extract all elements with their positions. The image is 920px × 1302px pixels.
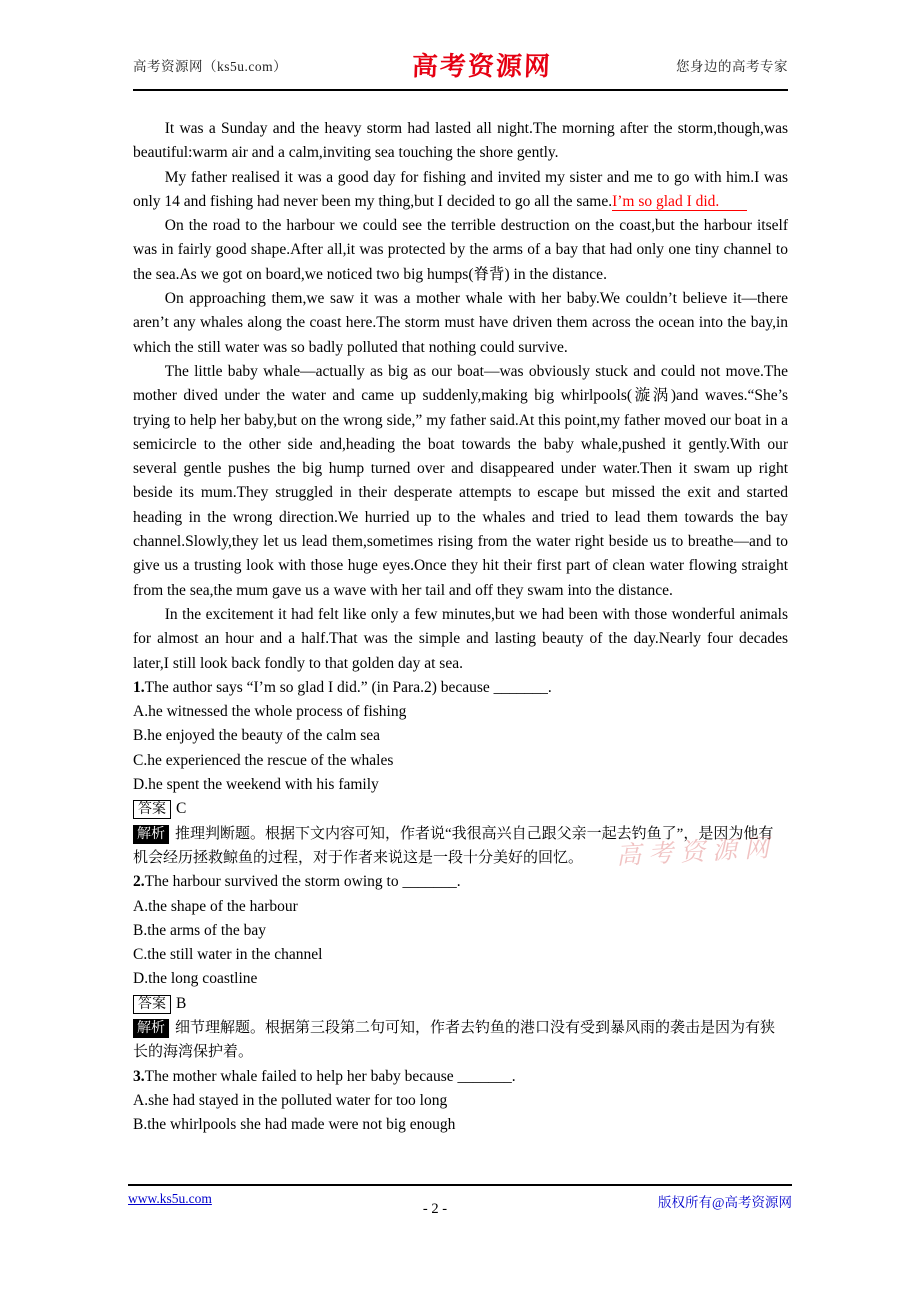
header-tagline: 您身边的高考专家 <box>675 58 788 74</box>
passage-paragraph-2-text: My father realised it was a good day for fishing and invited my sister and me to go with him.I was only 14 and fishing had never been my thing,but I decided to go all the same. <box>133 168 788 210</box>
highlighted-phrase: I’m so glad I did. <box>612 193 747 211</box>
question-3-stem <box>133 1065 788 1089</box>
answer-label: 答案 <box>133 995 171 1014</box>
passage-paragraph-4: On approaching them,we saw it was a mother whale with her baby.We couldn’t believe it—there aren’t any whales along the coast here.The storm must have driven them across the ocean into the bay,in which the still water was so badly polluted that nothing could survive. <box>133 290 788 356</box>
reading-passage <box>133 117 788 676</box>
question-2-option-d: D.the long coastline <box>133 970 258 988</box>
question-1-option-d: D.he spent the weekend with his family <box>133 776 379 794</box>
question-2-answer-value: B <box>176 994 187 1012</box>
analysis-label: 解析 <box>133 1019 169 1038</box>
question-1-number: 1. <box>133 678 145 696</box>
question-3 <box>133 1065 788 1138</box>
question-2-stem-text: The harbour survived the storm owing to _______. <box>144 873 461 891</box>
question-3-stem-text: The mother whale failed to help her baby because _______. <box>144 1067 516 1085</box>
question-1 <box>133 676 788 870</box>
questions-section <box>133 676 788 1138</box>
question-3-option-a: A.she had stayed in the polluted water for too long <box>133 1091 448 1109</box>
footer-site-link[interactable]: www.ks5u.com <box>128 1191 212 1206</box>
question-2-option-c: C.the still water in the channel <box>133 946 323 964</box>
footer-copyright: 版权所有@高考资源网 <box>658 1195 792 1210</box>
answer-label: 答案 <box>133 800 171 819</box>
passage-paragraph-6: In the excitement it had felt like only a few minutes,but we had been with those wonderful animals for almost an hour and a half.That was the simple and lasting beauty of the day.Nearly four decades later,I still look back fondly to that golden day at sea. <box>133 605 788 672</box>
question-2-option-a: A.the shape of the harbour <box>133 897 298 915</box>
header-divider <box>133 89 788 91</box>
question-1-option-a: A.he witnessed the whole process of fishing <box>133 703 407 721</box>
question-3-number: 3. <box>133 1067 145 1085</box>
question-1-analysis-text: 推理判断题。根据下文内容可知，作者说“我很高兴自己跟父亲一起去钓鱼了”，是因为他有机会经历拯救鲸鱼的过程，对于作者来说这是一段十分美好的回忆。 <box>133 825 774 866</box>
analysis-label: 解析 <box>133 825 169 844</box>
passage-paragraph-3: On the road to the harbour we could see the terrible destruction on the coast,but the harbour itself was in fairly good shape.After all,it was protected by the arms of a bay that had only one tiny channel to the sea.As we got on board,we noticed two big humps(脊背) in the distance. <box>133 217 788 283</box>
page-number: - 2 - <box>422 1201 448 1217</box>
header-site-name: 高考资源网（ks5u.com） <box>133 58 288 74</box>
question-2-analysis-row <box>133 1016 788 1065</box>
question-2-stem <box>133 870 788 894</box>
passage-paragraph-1: It was a Sunday and the heavy storm had lasted all night.The morning after the storm,though,was beautiful:warm air and a calm,inviting sea touching the shore gently. <box>133 120 788 162</box>
page-footer <box>128 1184 792 1217</box>
question-1-stem-text: The author says “I’m so glad I did.” (in Para.2) because _______. <box>144 678 552 696</box>
question-2-number: 2. <box>133 873 145 891</box>
question-1-option-b: B.he enjoyed the beauty of the calm sea <box>133 727 381 745</box>
question-2-answer-row <box>133 992 788 1016</box>
question-2-analysis-text: 细节理解题。根据第三段第二句可知，作者去钓鱼的港口没有受到暴风雨的袭击是因为有狭长的海湾保护着。 <box>133 1019 776 1061</box>
page-header <box>133 0 788 89</box>
passage-paragraph-2 <box>133 166 788 215</box>
question-1-answer-row <box>133 797 788 821</box>
question-1-stem <box>133 676 788 700</box>
question-1-analysis-row <box>133 822 788 871</box>
question-1-option-c: C.he experienced the rescue of the whales <box>133 751 394 769</box>
passage-paragraph-5: The little baby whale—actually as big as our boat—was obviously stuck and could not move.The mother dived under the water and came up suddenly,making big whirlpools(漩涡)and waves.“She’s trying to help her baby,but on the wrong side,” my father said.At this point,my father moved our boat in a semicircle to the other side and,heading the boat towards the baby whale,pushed it gently.With our several gentle pushes the big hump turned over and disappeared under water.Then it swam up right beside its mum.They struggled in their desperate attempts to escape but missed the exit and started heading in the wrong direction.We hurried up to the whales and tried to lead them towards the bay channel.Slowly,they let us lead them,sometimes rising from the water right beside us to breathe—and to give us a trusting look with those huge eyes.Once they hit their first part of clean water flowing straight from the sea,the mum gave us a wave with her tail and off they swam into the distance. <box>133 362 788 599</box>
watermark: 高考资源网 <box>615 834 777 871</box>
site-logo: 高考资源网 <box>410 52 552 81</box>
question-1-answer-value: C <box>176 800 187 818</box>
question-2-option-b: B.the arms of the bay <box>133 921 267 939</box>
question-2 <box>133 870 788 1064</box>
question-3-option-b: B.the whirlpools she had made were not big enough <box>133 1116 456 1134</box>
